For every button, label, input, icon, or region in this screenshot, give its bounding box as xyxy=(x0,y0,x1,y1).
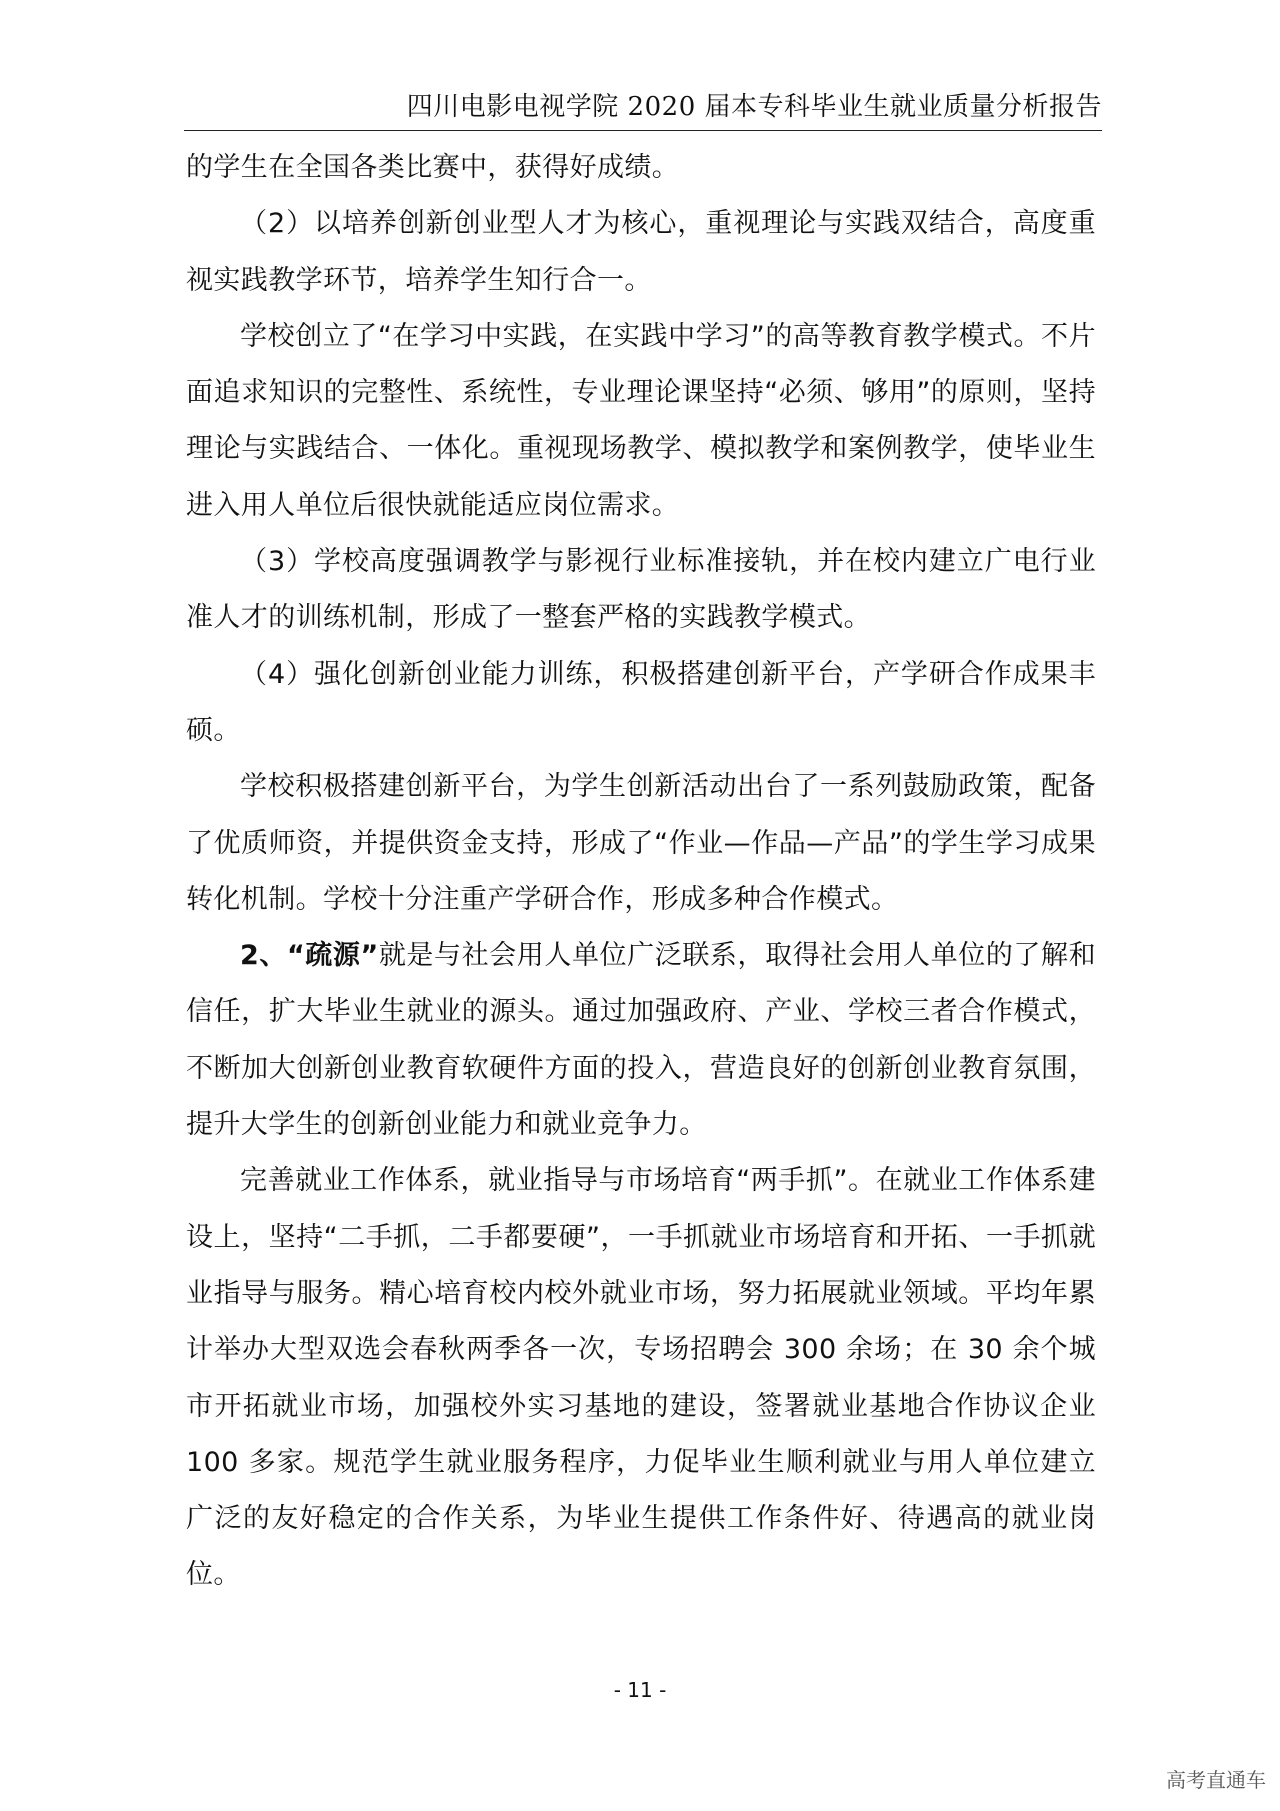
paragraph-2-text: （2）以培养创新创业型人才为核心，重视理论与实践双结合，高度重视实践教学环节，培养学生知行合一。 xyxy=(186,208,1096,296)
paragraph-8-text: 完善就业工作体系，就业指导与市场培育“两手抓”。在就业工作体系建设上，坚持“二手抓，二手都要硬”，一手抓就业市场培育和开拓、一手抓就业指导与服务。精心培育校内校外就业市场，努力拓展就业领域。平均年累计举办大型双选会春秋两季各一次，专场招聘会 300 余场；在 30 余个城市开拓就业市场，加强校外实习基地的建设，签署就业基地合作协议企业 100 多家。规范学生就业服务程序，力促毕业生顺利就业与用人单位建立广泛的友好稳定的合作关系，为毕业生提供工作条件好、待遇高的就业岗位。 xyxy=(186,1165,1096,1591)
paragraph-7-lead: 2、“疏源” xyxy=(240,940,379,972)
paragraph-8 xyxy=(186,1153,1096,1603)
paragraph-4 xyxy=(186,534,1096,647)
report-title: 四川电影电视学院 2020 届本专科毕业生就业质量分析报告 xyxy=(406,92,1102,122)
paragraph-3 xyxy=(186,309,1096,534)
paragraph-6-text: 学校积极搭建创新平台，为学生创新活动出台了一系列鼓励政策，配备了优质师资，并提供资金支持，形成了“作业—作品—产品”的学生学习成果转化机制。学校十分注重产学研合作，形成多种合作模式。 xyxy=(186,771,1096,915)
paragraph-4-text: （3）学校高度强调教学与影视行业标准接轨，并在校内建立广电行业准人才的训练机制，形成了一整套严格的实践教学模式。 xyxy=(186,546,1096,634)
paragraph-2 xyxy=(186,196,1096,309)
paragraph-3-text: 学校创立了“在学习中实践，在实践中学习”的高等教育教学模式。不片面追求知识的完整性、系统性，专业理论课坚持“必须、够用”的原则，坚持理论与实践结合、一体化。重视现场教学、模拟教学和案例教学，使毕业生进入用人单位后很快就能适应岗位需求。 xyxy=(186,320,1096,521)
paragraph-7-text: 就是与社会用人单位广泛联系，取得社会用人单位的了解和信任，扩大毕业生就业的源头。通过加强政府、产业、学校三者合作模式，不断加大创新创业教育软硬件方面的投入，营造良好的创新创业教育氛围，提升大学生的创新创业能力和就业竞争力。 xyxy=(186,940,1096,1141)
paragraph-6 xyxy=(186,759,1096,928)
paragraph-1-text: 的学生在全国各类比赛中，获得好成绩。 xyxy=(186,152,680,183)
watermark-text: 高考直通车 xyxy=(1166,1768,1266,1792)
document-body xyxy=(186,140,1096,1604)
page-number: - 11 - xyxy=(613,1678,667,1702)
paragraph-1 xyxy=(186,140,1096,196)
page-header xyxy=(184,90,1102,131)
paragraph-5-text: （4）强化创新创业能力训练，积极搭建创新平台，产学研合作成果丰硕。 xyxy=(186,658,1096,746)
paragraph-5 xyxy=(186,647,1096,760)
paragraph-7 xyxy=(186,928,1096,1153)
